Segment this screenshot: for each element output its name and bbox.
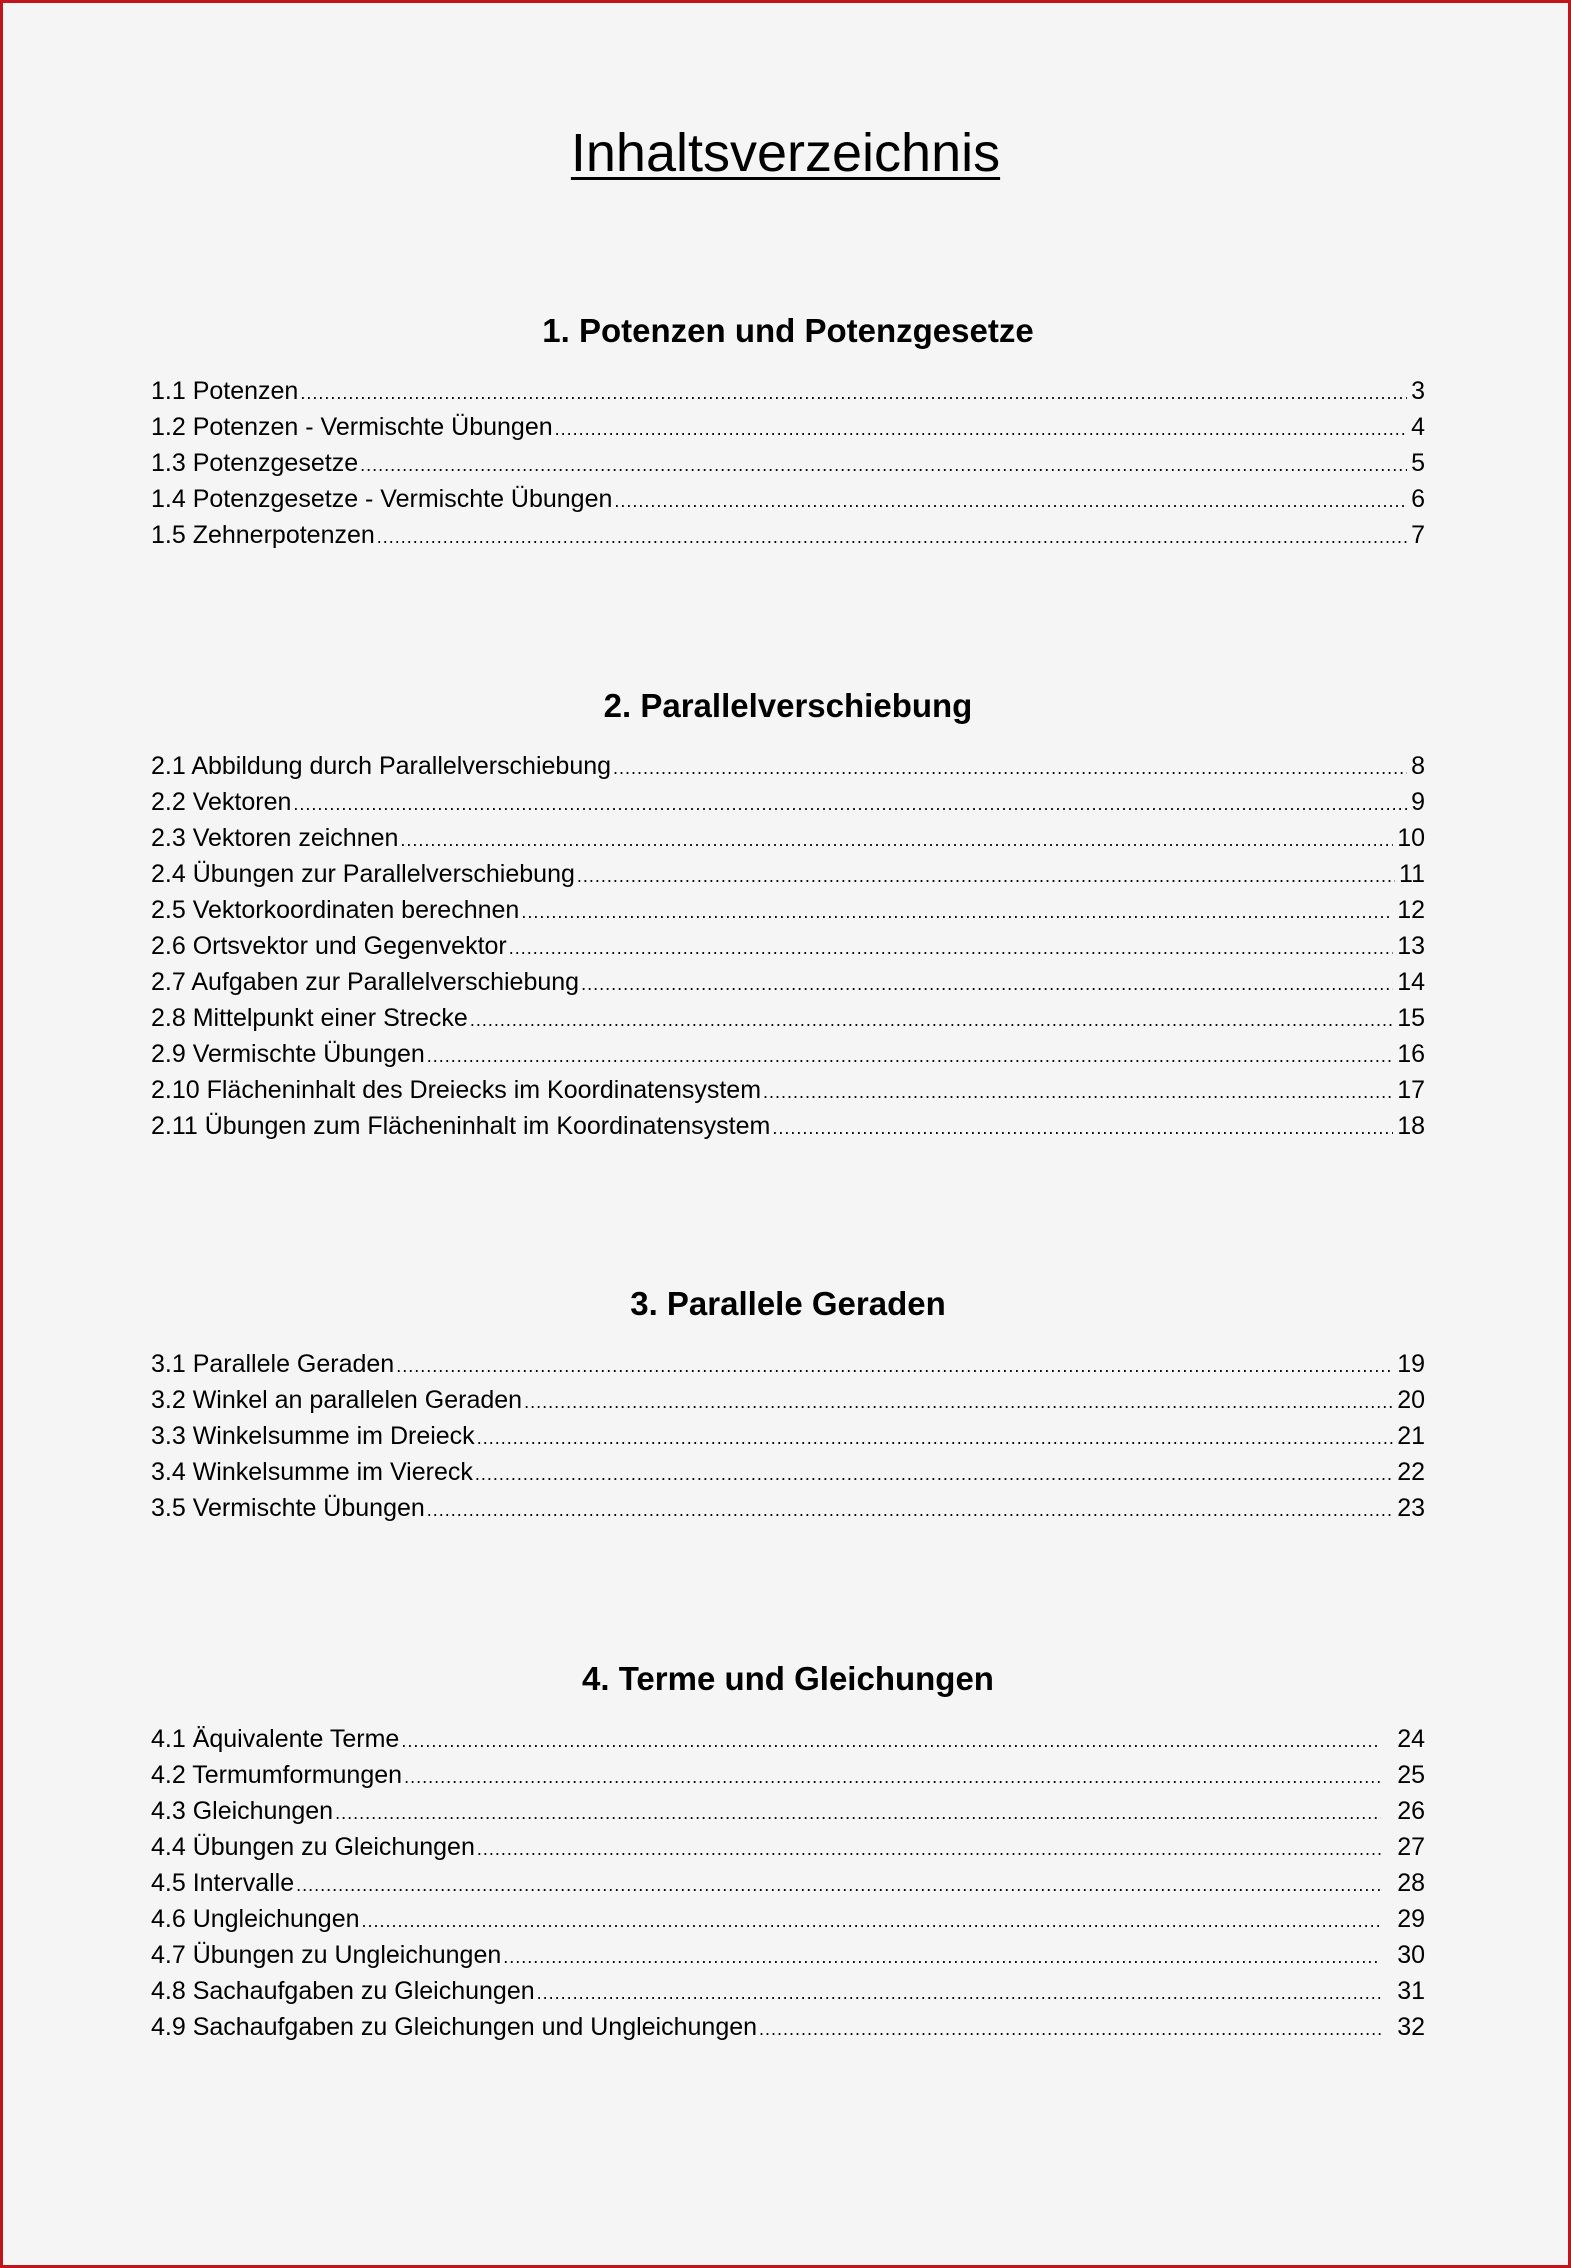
toc-section-2	[151, 686, 1425, 1144]
toc-entry-page-number: 17	[1397, 1076, 1425, 1104]
toc-entry-page-number: 10	[1397, 824, 1425, 852]
toc-entry-page-number: 31	[1397, 1977, 1425, 2005]
toc-entry-page-number: 4	[1411, 413, 1425, 441]
toc-entry-page-number: 3	[1411, 377, 1425, 405]
toc-entry-title: 2.5 Vektorkoordinaten berechnen	[151, 896, 520, 924]
section-heading: 4. Terme und Gleichungen	[582, 1660, 994, 1697]
page-title	[3, 121, 1568, 185]
toc-entry[interactable]	[151, 784, 1425, 820]
dot-leader	[404, 1759, 1381, 1795]
toc-entry-page-number: 25	[1397, 1761, 1425, 1789]
toc-entry-title: 4.3 Gleichungen	[151, 1797, 334, 1825]
toc-entry-title: 2.3 Vektoren zeichnen	[151, 824, 399, 852]
toc-entry-title: 2.6 Ortsvektor und Gegenvektor	[151, 932, 507, 960]
toc-entry[interactable]	[151, 1490, 1425, 1526]
toc-entry[interactable]	[151, 373, 1425, 409]
toc-entry-page-number: 5	[1411, 449, 1425, 477]
page-title-text: Inhaltsverzeichnis	[570, 123, 1001, 183]
dot-leader	[503, 1939, 1381, 1975]
toc-entry[interactable]	[151, 1108, 1425, 1144]
toc-entry[interactable]	[151, 1454, 1425, 1490]
toc-entry[interactable]	[151, 748, 1425, 784]
toc-entry[interactable]	[151, 1829, 1425, 1865]
toc-entry-title: 3.5 Vermischte Übungen	[151, 1494, 425, 1522]
toc-entry-title: 2.4 Übungen zur Parallelverschiebung	[151, 860, 575, 888]
toc-entry[interactable]	[151, 1793, 1425, 1829]
dot-leader	[470, 1002, 1393, 1038]
toc-entry-page-number: 12	[1397, 896, 1425, 924]
dot-leader	[362, 1903, 1382, 1939]
toc-list	[151, 748, 1425, 1144]
toc-entry[interactable]	[151, 1865, 1425, 1901]
toc-entry[interactable]	[151, 1418, 1425, 1454]
toc-entry[interactable]	[151, 820, 1425, 856]
toc-entry-page-number: 27	[1397, 1833, 1425, 1861]
toc-entry[interactable]	[151, 856, 1425, 892]
toc-entry-page-number: 8	[1411, 752, 1425, 780]
toc-entry-page-number: 14	[1397, 968, 1425, 996]
toc-entry-title: 1.5 Zehnerpotenzen	[151, 521, 375, 549]
toc-entry[interactable]	[151, 1382, 1425, 1418]
toc-entry[interactable]	[151, 481, 1425, 517]
toc-entry-page-number: 20	[1397, 1386, 1425, 1414]
toc-entry-page-number: 19	[1397, 1350, 1425, 1378]
toc-entry-title: 3.1 Parallele Geraden	[151, 1350, 395, 1378]
toc-entry[interactable]	[151, 1757, 1425, 1793]
toc-entry-page-number: 24	[1397, 1725, 1425, 1753]
dot-leader	[360, 447, 1407, 483]
toc-entry-title: 2.11 Übungen zum Flächeninhalt im Koordinatensystem	[151, 1112, 771, 1140]
toc-entry-title: 4.5 Intervalle	[151, 1869, 295, 1897]
toc-entry-page-number: 7	[1411, 521, 1425, 549]
toc-entry-page-number: 11	[1399, 860, 1425, 888]
toc-entry[interactable]	[151, 1901, 1425, 1937]
toc-entry[interactable]	[151, 2009, 1425, 2045]
toc-entry-page-number: 18	[1397, 1112, 1425, 1140]
toc-entry-title: 3.2 Winkel an parallelen Geraden	[151, 1386, 523, 1414]
dot-leader	[763, 1074, 1393, 1110]
toc-entry-title: 4.2 Termumformungen	[151, 1761, 403, 1789]
toc-entry-title: 4.9 Sachaufgaben zu Gleichungen und Ungleichungen	[151, 2013, 758, 2041]
toc-entry[interactable]	[151, 1072, 1425, 1108]
toc-entry-title: 4.8 Sachaufgaben zu Gleichungen	[151, 1977, 535, 2005]
toc-entry[interactable]	[151, 1036, 1425, 1072]
dot-leader	[477, 1420, 1394, 1456]
dot-leader	[427, 1492, 1393, 1528]
dot-leader	[614, 483, 1407, 519]
dot-leader	[427, 1038, 1393, 1074]
toc-entry[interactable]	[151, 928, 1425, 964]
toc-entry-page-number: 15	[1397, 1004, 1425, 1032]
toc-entry-title: 4.4 Übungen zu Gleichungen	[151, 1833, 475, 1861]
toc-entry-title: 3.3 Winkelsumme im Dreieck	[151, 1422, 475, 1450]
toc-section-1	[151, 311, 1425, 553]
dot-leader	[296, 1867, 1381, 1903]
toc-entry-title: 2.10 Flächeninhalt des Dreiecks im Koordinatensystem	[151, 1076, 762, 1104]
toc-entry-page-number: 22	[1397, 1458, 1425, 1486]
dot-leader	[509, 930, 1393, 966]
toc-entry-page-number: 23	[1397, 1494, 1425, 1522]
toc-entry-page-number: 21	[1397, 1422, 1425, 1450]
dot-leader	[400, 822, 1393, 858]
toc-list	[151, 1721, 1425, 2045]
toc-entry-title: 4.7 Übungen zu Ungleichungen	[151, 1941, 502, 1969]
toc-entry-page-number: 9	[1411, 788, 1425, 816]
toc-entry[interactable]	[151, 1937, 1425, 1973]
section-heading: 3. Parallele Geraden	[630, 1285, 946, 1322]
toc-section-3	[151, 1284, 1425, 1526]
dot-leader	[613, 750, 1407, 786]
toc-entry-title: 2.1 Abbildung durch Parallelverschiebung	[151, 752, 612, 780]
toc-entry[interactable]	[151, 1000, 1425, 1036]
toc-entry-page-number: 28	[1397, 1869, 1425, 1897]
toc-entry[interactable]	[151, 445, 1425, 481]
toc-entry[interactable]	[151, 409, 1425, 445]
toc-entry[interactable]	[151, 892, 1425, 928]
dot-leader	[377, 519, 1407, 555]
dot-leader	[396, 1348, 1393, 1384]
toc-list	[151, 373, 1425, 553]
toc-entry-page-number: 6	[1411, 485, 1425, 513]
toc-entry[interactable]	[151, 1721, 1425, 1757]
toc-entry[interactable]	[151, 1346, 1425, 1382]
dot-leader	[293, 786, 1407, 822]
toc-entry[interactable]	[151, 517, 1425, 553]
section-heading: 2. Parallelverschiebung	[603, 687, 973, 724]
toc-entry-title: 1.2 Potenzen - Vermischte Übungen	[151, 413, 553, 441]
dot-leader	[524, 1384, 1393, 1420]
toc-entry-title: 2.2 Vektoren	[151, 788, 292, 816]
toc-entry-title: 1.4 Potenzgesetze - Vermischte Übungen	[151, 485, 613, 513]
dot-leader	[581, 966, 1393, 1002]
dot-leader	[577, 858, 1395, 894]
toc-entry[interactable]	[151, 964, 1425, 1000]
toc-entry-title: 1.3 Potenzgesetze	[151, 449, 359, 477]
toc-entry-page-number: 30	[1397, 1941, 1425, 1969]
dot-leader	[521, 894, 1393, 930]
toc-entry-title: 2.7 Aufgaben zur Parallelverschiebung	[151, 968, 580, 996]
toc-entry-page-number: 16	[1397, 1040, 1425, 1068]
dot-leader	[537, 1975, 1381, 2011]
toc-entry-page-number: 13	[1397, 932, 1425, 960]
toc-entry-title: 2.8 Mittelpunkt einer Strecke	[151, 1004, 468, 1032]
dot-leader	[300, 375, 1407, 411]
dot-leader	[335, 1795, 1381, 1831]
toc-entry[interactable]	[151, 1973, 1425, 2009]
dot-leader	[475, 1456, 1393, 1492]
toc-entry-title: 4.1 Äquivalente Terme	[151, 1725, 400, 1753]
toc-entry-page-number: 29	[1397, 1905, 1425, 1933]
dot-leader	[401, 1723, 1381, 1759]
dot-leader	[555, 411, 1407, 447]
dot-leader	[759, 2011, 1381, 2047]
toc-entry-page-number: 32	[1397, 2013, 1425, 2041]
section-heading: 1. Potenzen und Potenzgesetze	[542, 312, 1034, 349]
toc-entry-title: 1.1 Potenzen	[151, 377, 299, 405]
dot-leader	[772, 1110, 1393, 1146]
toc-entry-title: 3.4 Winkelsumme im Viereck	[151, 1458, 473, 1486]
toc-list	[151, 1346, 1425, 1526]
dot-leader	[477, 1831, 1381, 1867]
toc-section-4	[151, 1659, 1425, 2045]
toc-entry-title: 4.6 Ungleichungen	[151, 1905, 360, 1933]
toc-entry-page-number: 26	[1397, 1797, 1425, 1825]
toc-entry-title: 2.9 Vermischte Übungen	[151, 1040, 425, 1068]
